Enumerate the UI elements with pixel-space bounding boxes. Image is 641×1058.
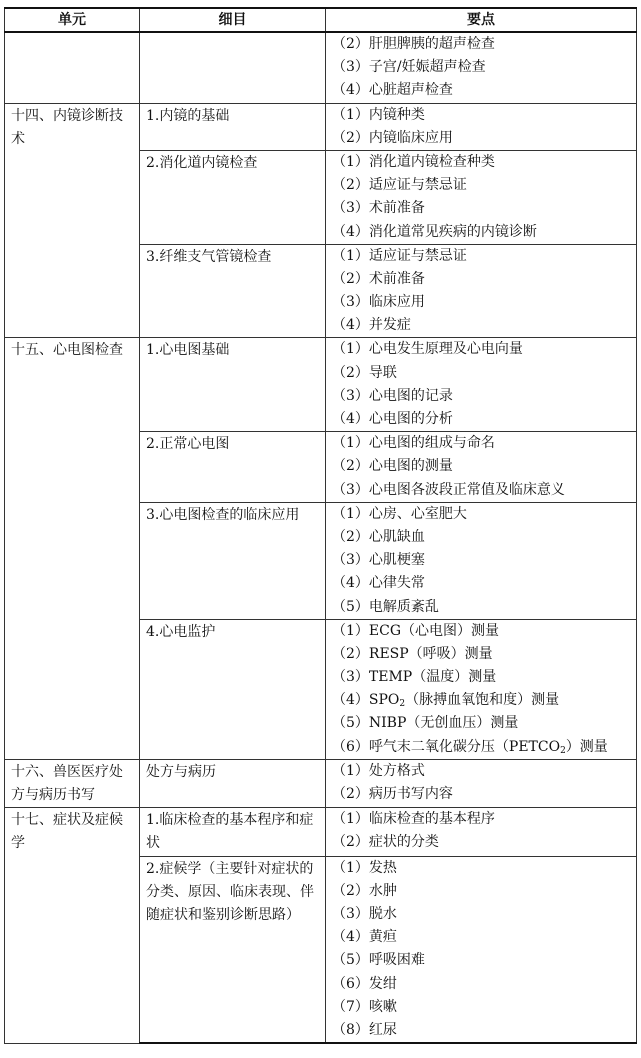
point-item: （1）心电图的组成与命名 <box>332 435 495 452</box>
point-item: （1）发热 <box>332 859 397 876</box>
point-item: （4）心脏超声检查 <box>332 82 453 99</box>
unit-cell: 十五、心电图检查 <box>5 338 140 759</box>
detail-cell: 4.心电监护 <box>140 619 326 759</box>
point-item: （2）心肌缺血 <box>332 528 425 545</box>
header-points: 要点 <box>326 8 637 32</box>
point-item: （6）发绀 <box>332 975 397 992</box>
point-item: （5）NIBP（无创血压）测量 <box>332 715 519 732</box>
unit-cell <box>5 32 140 103</box>
points-cell <box>326 502 637 619</box>
point-item: （2）心电图的测量 <box>332 458 453 475</box>
points-cell <box>326 244 637 338</box>
point-item: （3）术前准备 <box>332 200 425 217</box>
point-item: （8）红尿 <box>332 1021 397 1038</box>
point-item: （2）术前准备 <box>332 270 425 287</box>
points-cell <box>326 619 637 759</box>
points-cell <box>326 103 637 150</box>
point-item: （4）黄疸 <box>332 929 397 946</box>
detail-cell: 2.正常心电图 <box>140 432 326 503</box>
unit-cell: 十四、内镜诊断技术 <box>5 103 140 338</box>
point-text: ）测量 <box>565 738 608 755</box>
point-item: （2）RESP（呼吸）测量 <box>332 645 493 662</box>
points-cell <box>326 856 637 1043</box>
point-item: （2）症状的分类 <box>332 834 439 851</box>
point-item: （4）消化道常见疾病的内镜诊断 <box>332 223 537 240</box>
header-detail: 细目 <box>140 8 326 32</box>
point-item: （1）心房、心室肥大 <box>332 505 467 522</box>
point-item: （4）并发症 <box>332 317 411 334</box>
point-item: （4）心律失常 <box>332 575 425 592</box>
detail-cell: 1.内镜的基础 <box>140 103 326 150</box>
point-item: （1）ECG（心电图）测量 <box>332 622 500 639</box>
point-item: （3）心电图各波段正常值及临床意义 <box>332 481 565 498</box>
point-item: （1）消化道内镜检查种类 <box>332 153 495 170</box>
unit-cell: 十七、症状及症候学 <box>5 808 140 1043</box>
detail-cell: 处方与病历 <box>140 759 326 807</box>
point-item: （3）临床应用 <box>332 294 425 311</box>
detail-cell: 1.心电图基础 <box>140 338 326 432</box>
points-cell <box>326 338 637 432</box>
points-cell <box>326 32 637 103</box>
table-row <box>5 103 637 150</box>
header-row <box>5 8 637 32</box>
point-text: （脉搏血氧饱和度）测量 <box>405 692 560 709</box>
detail-cell: 1.临床检查的基本程序和症状 <box>140 808 326 856</box>
syllabus-table <box>4 7 637 1044</box>
point-item: （2）肝胆脾胰的超声检查 <box>332 36 495 52</box>
point-item: （1）临床检查的基本程序 <box>332 811 495 828</box>
point-item: （3）脱水 <box>332 906 397 922</box>
header-unit: 单元 <box>5 8 140 32</box>
point-item: （2）导联 <box>332 364 397 381</box>
point-item: （7）咳嗽 <box>332 998 397 1015</box>
point-item: （2）水肿 <box>332 882 397 899</box>
point-item: （1）心电发生原理及心电向量 <box>332 341 523 358</box>
point-item: （1）适应证与禁忌证 <box>332 247 467 264</box>
point-item: （5）呼吸困难 <box>332 952 425 969</box>
table-row <box>5 808 637 856</box>
unit-cell: 十六、兽医医疗处方与病历书写 <box>5 759 140 807</box>
points-cell <box>326 432 637 503</box>
detail-cell <box>140 32 326 103</box>
point-item: （3）TEMP（温度）测量 <box>332 669 497 686</box>
detail-cell: 3.心电图检查的临床应用 <box>140 502 326 619</box>
detail-cell: 3.纤维支气管镜检查 <box>140 244 326 338</box>
detail-cell: 2.消化道内镜检查 <box>140 150 326 244</box>
points-cell <box>326 150 637 244</box>
detail-cell: 2.症候学（主要针对症状的分类、原因、临床表现、伴随症状和鉴别诊断思路） <box>140 856 326 1043</box>
table-row <box>5 338 637 432</box>
point-item: （4）心电图的分析 <box>332 411 453 427</box>
point-text: （4）SPO <box>332 692 400 709</box>
point-item <box>332 736 632 759</box>
point-item: （1）内镜种类 <box>332 106 425 123</box>
point-item: （5）电解质紊乱 <box>332 598 439 615</box>
point-text: （6）呼气末二氧化碳分压（PETCO <box>332 738 561 755</box>
point-item: （2）适应证与禁忌证 <box>332 177 467 194</box>
point-item: （2）内镜临床应用 <box>332 129 453 146</box>
point-item: （3）心肌梗塞 <box>332 552 425 569</box>
point-item <box>332 689 632 712</box>
subscript: 2 <box>399 699 406 710</box>
points-cell <box>326 759 637 807</box>
table-row <box>5 32 637 103</box>
points-cell <box>326 808 637 856</box>
point-item: （3）子宫/妊娠超声检查 <box>332 59 486 76</box>
point-item: （3）心电图的记录 <box>332 387 453 404</box>
subscript: 2 <box>560 745 566 756</box>
point-item: （1）处方格式 <box>332 762 425 779</box>
table-row <box>5 759 637 807</box>
point-item: （2）病历书写内容 <box>332 786 453 802</box>
